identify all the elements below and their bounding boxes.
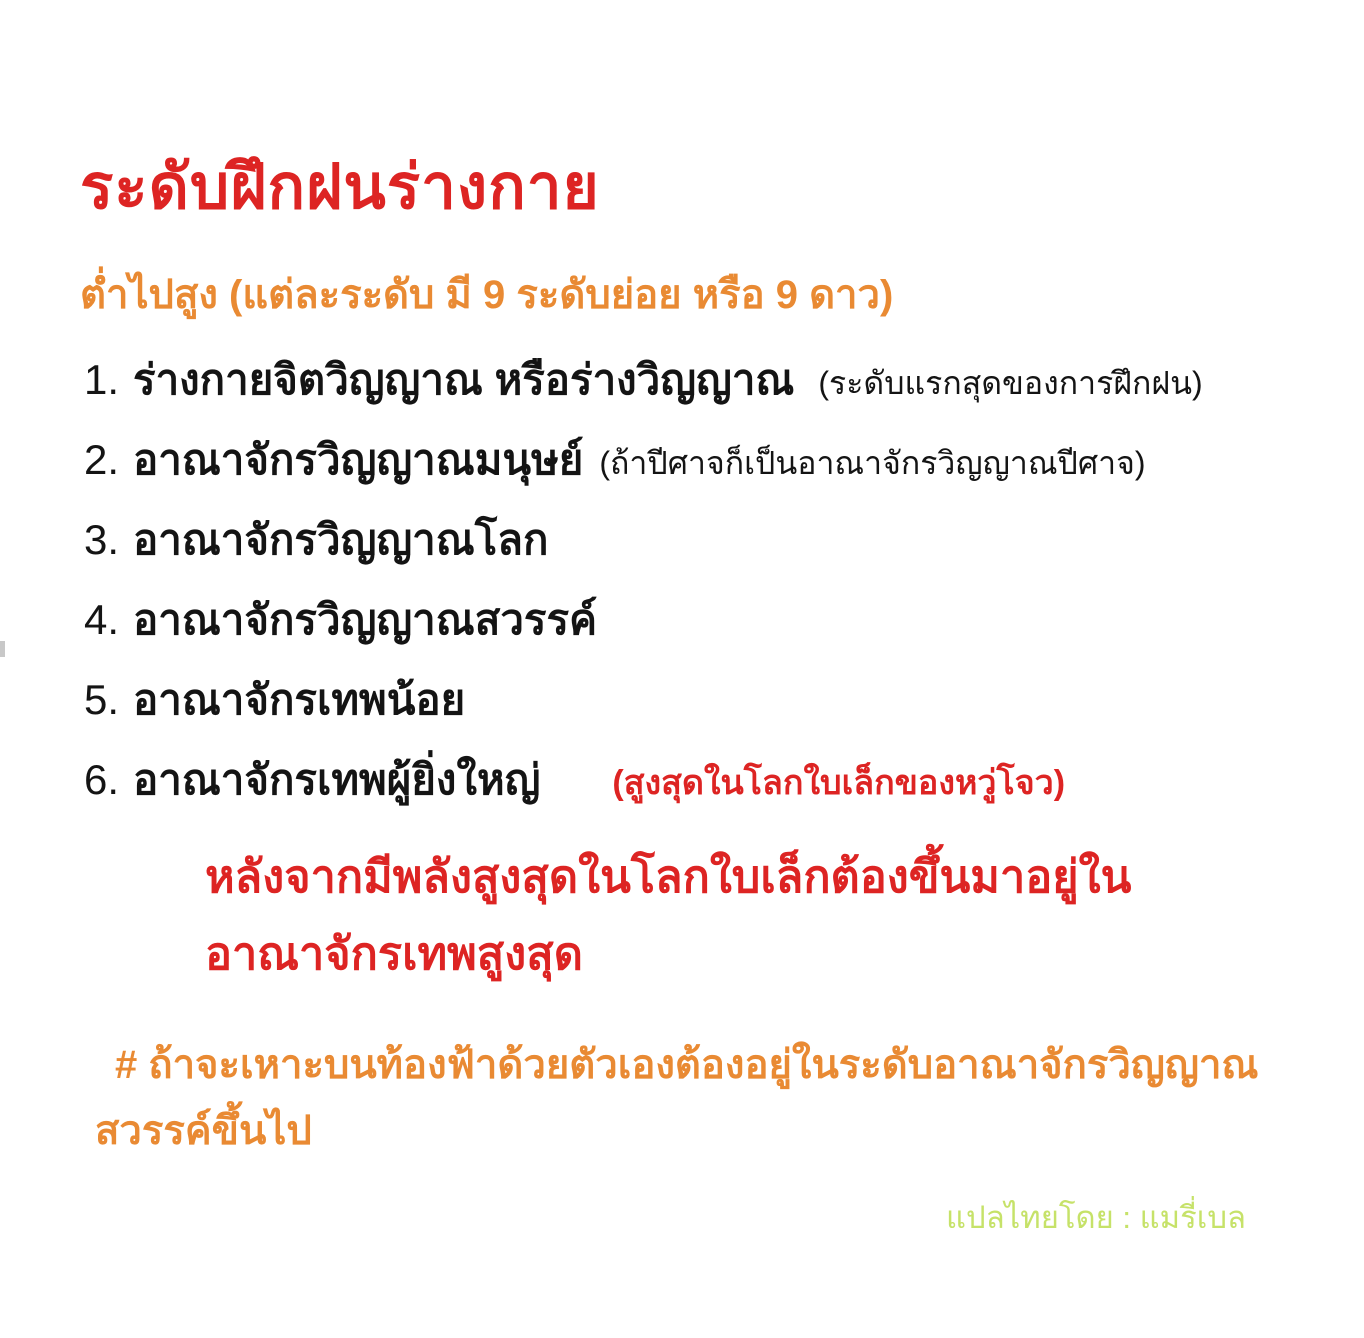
list-item-level-4 [84, 580, 1344, 660]
item-label: อาณาจักรวิญญาณสวรรค์ [133, 596, 598, 643]
list-item-level-2 [84, 420, 1344, 500]
item-note-highlighted: (สูงสุดในโลกใบเล็กของหวู่โจว) [612, 764, 1066, 802]
level-list [84, 340, 1344, 820]
item-label: อาณาจักรเทพน้อย [133, 676, 466, 723]
item-note: (ระดับแรกสุดของการฝึกฝน) [818, 365, 1203, 401]
list-item-level-6 [84, 740, 1344, 820]
item-label: อาณาจักรวิญญาณโลก [133, 516, 549, 563]
footnote-line-1: # ถ้าจะเหาะบนท้องฟ้าด้วยตัวเองต้องอยู่ในระดับอาณาจักรวิญญาณ [115, 1043, 1259, 1087]
list-item-level-3 [84, 500, 1344, 580]
item-label: ร่างกายจิตวิญญาณ หรือร่างวิญญาณ [133, 356, 795, 403]
scan-edge-artifact [0, 641, 5, 657]
page-subtitle: ต่ำไปสูง (แต่ละระดับ มี 9 ระดับย่อย หรือ 9 ดาว) [80, 273, 894, 317]
item-label: อาณาจักรวิญญาณมนุษย์ [133, 436, 584, 483]
highlight-line-2: อาณาจักรเทพสูงสุด [205, 928, 583, 979]
item-number: 2. [84, 436, 120, 483]
item-number: 3. [84, 516, 120, 563]
item-number: 6. [84, 756, 120, 803]
item-note: (ถ้าปีศาจก็เป็นอาณาจักรวิญญาณปีศาจ) [599, 445, 1146, 481]
highlight-paragraph [205, 838, 1131, 992]
item-number: 5. [84, 676, 120, 723]
highlight-line-1: หลังจากมีพลังสูงสุดในโลกใบเล็กต้องขึ้นมาอยู่ใน [205, 851, 1132, 902]
item-label: อาณาจักรเทพผู้ยิ่งใหญ่ [133, 756, 541, 803]
footnote-line-2: สวรรค์ขึ้นไป [95, 1109, 312, 1153]
footnote-paragraph [95, 1032, 1259, 1164]
item-number: 4. [84, 596, 120, 643]
page-title: ระดับฝึกฝนร่างกาย [80, 153, 600, 222]
list-item-level-5 [84, 660, 1344, 740]
item-number: 1. [84, 356, 120, 403]
list-item-level-1 [84, 340, 1344, 420]
translator-credit: แปลไทยโดย : แมรี่เบล [946, 1200, 1246, 1235]
